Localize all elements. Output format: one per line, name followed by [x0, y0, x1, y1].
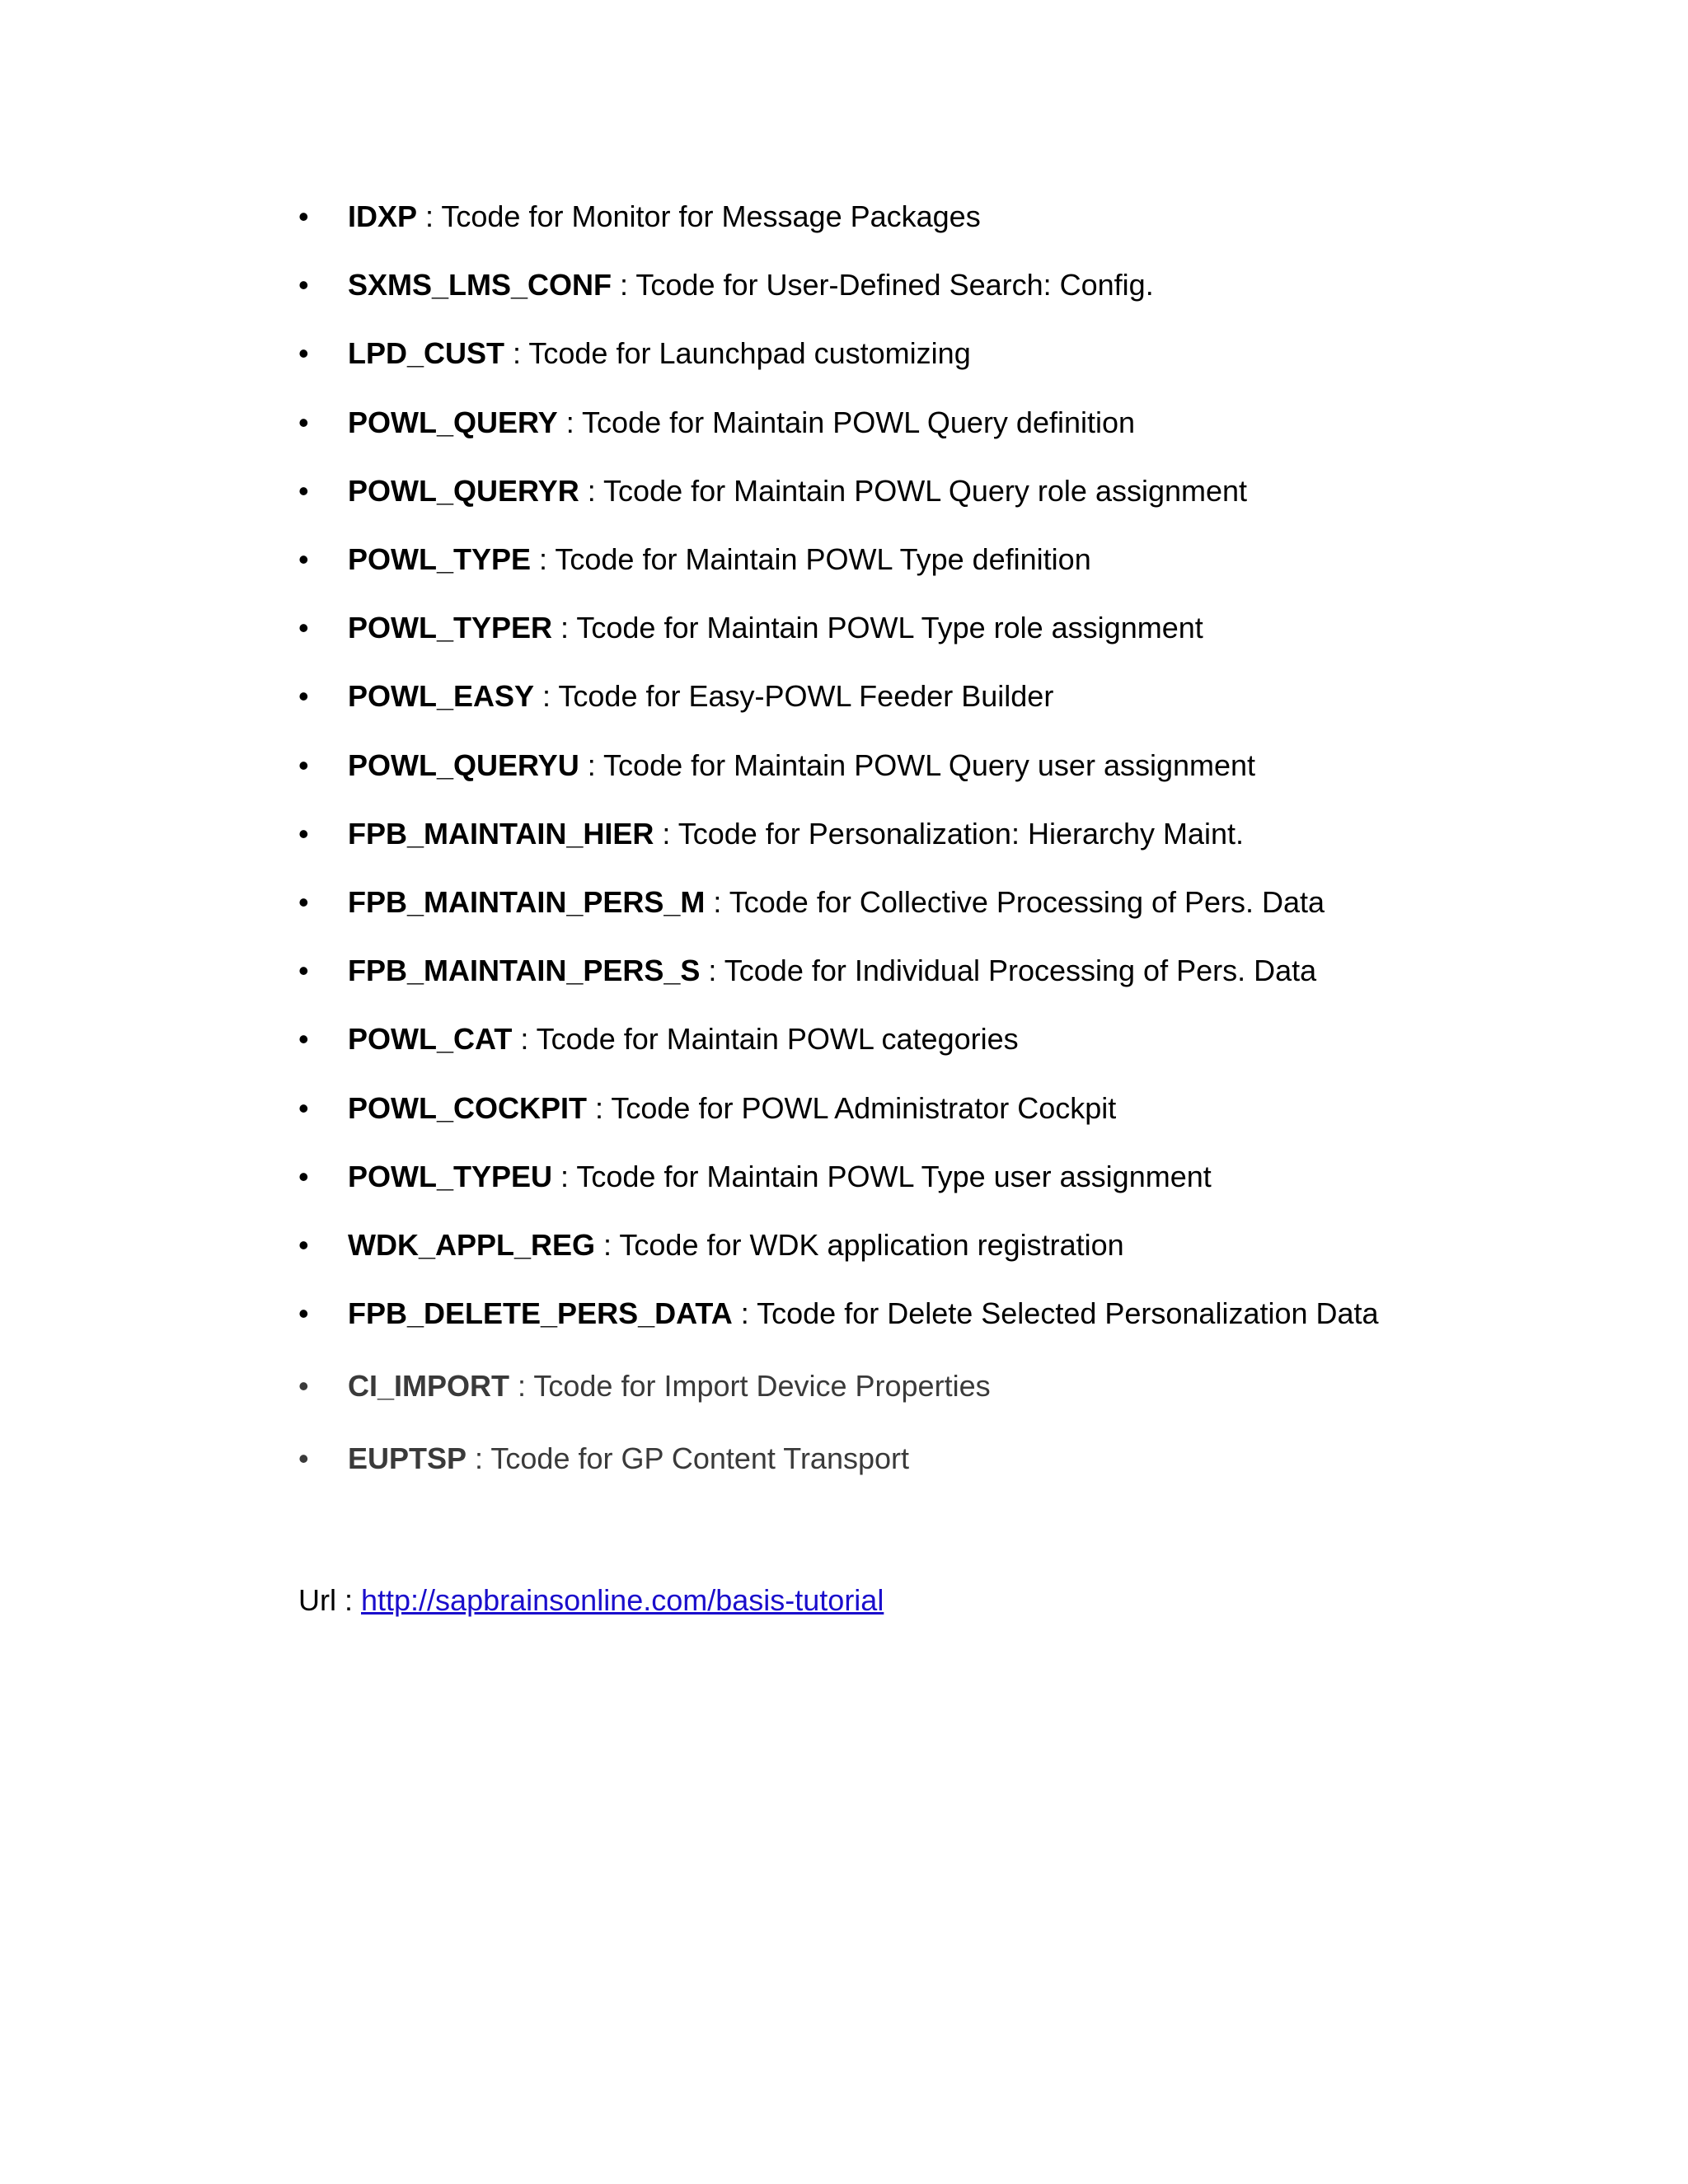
tcode-name: FPB_DELETE_PERS_DATA	[348, 1296, 733, 1330]
tcode-description: : Tcode for Launchpad customizing	[504, 336, 971, 370]
list-item-text	[348, 1438, 909, 1479]
bullet-icon: •	[298, 474, 309, 508]
tcode-name: POWL_COCKPIT	[348, 1091, 588, 1125]
list-item	[0, 265, 1688, 306]
bullet-icon: •	[298, 336, 309, 370]
tcode-name: LPD_CUST	[348, 336, 505, 370]
list-item-text	[348, 333, 971, 374]
tcode-name: IDXP	[348, 199, 418, 233]
list-item-text	[348, 1225, 1124, 1266]
list-item	[0, 1088, 1688, 1129]
list-item-text	[348, 676, 1053, 717]
tcode-description: : Tcode for Easy-POWL Feeder Builder	[534, 679, 1054, 713]
list-item	[0, 1019, 1688, 1060]
list-item-text	[348, 1088, 1116, 1129]
tcode-description: : Tcode for Personalization: Hierarchy Maint.	[654, 817, 1245, 851]
list-item	[0, 402, 1688, 443]
bullet-icon: •	[298, 1228, 309, 1262]
tcode-name: FPB_MAINTAIN_PERS_M	[348, 885, 706, 919]
tcode-description: : Tcode for POWL Administrator Cockpit	[587, 1091, 1117, 1125]
tcode-description: : Tcode for User-Defined Search: Config.	[612, 268, 1154, 302]
list-item-text	[348, 196, 981, 237]
list-item-text	[348, 1019, 1019, 1060]
tcode-description: : Tcode for Maintain POWL categories	[512, 1022, 1019, 1056]
tcode-description: : Tcode for Maintain POWL Query role assignment	[579, 474, 1248, 508]
bullet-icon: •	[298, 405, 309, 439]
list-item-text	[348, 1366, 991, 1407]
list-item	[0, 1438, 1688, 1479]
list-item	[0, 1366, 1688, 1407]
tcode-description: : Tcode for WDK application registration	[595, 1228, 1124, 1262]
tcode-name: FPB_MAINTAIN_HIER	[348, 817, 654, 851]
tcode-name: POWL_TYPE	[348, 542, 532, 576]
url-label: Url :	[298, 1583, 361, 1617]
list-item	[0, 333, 1688, 374]
tcode-name: POWL_CAT	[348, 1022, 513, 1056]
tcode-name: EUPTSP	[348, 1441, 467, 1475]
tcode-name: FPB_MAINTAIN_PERS_S	[348, 954, 701, 987]
bullet-icon: •	[298, 1369, 309, 1403]
bullet-icon: •	[298, 1160, 309, 1193]
bullet-icon: •	[298, 748, 309, 782]
bullet-icon: •	[298, 1441, 309, 1475]
bullet-icon: •	[298, 268, 309, 302]
list-item	[0, 813, 1688, 855]
tcode-name: POWL_QUERYU	[348, 748, 579, 782]
bullet-icon: •	[298, 199, 309, 233]
list-item-text	[348, 813, 1244, 855]
bullet-icon: •	[298, 885, 309, 919]
tcode-name: POWL_TYPEU	[348, 1160, 553, 1193]
tcode-description: : Tcode for Maintain POWL Type definition	[531, 542, 1091, 576]
url-link[interactable]: http://sapbrainsonline.com/basis-tutorial	[361, 1583, 884, 1617]
bullet-icon: •	[298, 679, 309, 713]
list-item	[0, 950, 1688, 991]
tcode-name: POWL_TYPER	[348, 611, 553, 644]
list-item-text	[348, 745, 1255, 786]
tcode-name: WDK_APPL_REG	[348, 1228, 596, 1262]
tcode-description: : Tcode for Maintain POWL Query definition	[557, 405, 1136, 439]
list-item-text	[348, 1156, 1212, 1197]
bullet-icon: •	[298, 954, 309, 987]
list-item-text	[348, 1293, 1379, 1334]
tcode-name: POWL_EASY	[348, 679, 535, 713]
bullet-icon: •	[298, 611, 309, 644]
bullet-icon: •	[298, 1091, 309, 1125]
tcode-description: : Tcode for Maintain POWL Type user assignment	[552, 1160, 1212, 1193]
url-line	[298, 1580, 884, 1621]
list-item	[0, 196, 1688, 237]
list-item	[0, 1293, 1688, 1334]
tcode-description: : Tcode for Monitor for Message Packages	[417, 199, 981, 233]
list-item-text	[348, 402, 1135, 443]
tcode-description: : Tcode for Maintain POWL Query user assignment	[579, 748, 1256, 782]
bullet-icon: •	[298, 1296, 309, 1330]
list-item	[0, 539, 1688, 580]
list-item-text	[348, 607, 1203, 649]
list-item	[0, 745, 1688, 786]
tcode-description: : Tcode for Collective Processing of Pers. Data	[705, 885, 1325, 919]
tcode-description: : Tcode for Delete Selected Personalization Data	[732, 1296, 1379, 1330]
tcode-name: CI_IMPORT	[348, 1369, 510, 1403]
list-item-text	[348, 539, 1091, 580]
tcode-name: SXMS_LMS_CONF	[348, 268, 612, 302]
bullet-icon: •	[298, 817, 309, 851]
tcode-description: : Tcode for Maintain POWL Type role assignment	[552, 611, 1203, 644]
list-item-text	[348, 471, 1247, 512]
list-item	[0, 1156, 1688, 1197]
tcode-description: : Tcode for Import Device Properties	[509, 1369, 991, 1403]
tcode-description: : Tcode for GP Content Transport	[467, 1441, 910, 1475]
tcode-name: POWL_QUERY	[348, 405, 558, 439]
list-item-text	[348, 882, 1325, 923]
list-item	[0, 882, 1688, 923]
list-item	[0, 607, 1688, 649]
list-item-text	[348, 265, 1154, 306]
list-item	[0, 676, 1688, 717]
list-item-text	[348, 950, 1316, 991]
bullet-icon: •	[298, 1022, 309, 1056]
bullet-icon: •	[298, 542, 309, 576]
tcode-name: POWL_QUERYR	[348, 474, 579, 508]
list-item	[0, 1225, 1688, 1266]
list-item	[0, 471, 1688, 512]
tcode-description: : Tcode for Individual Processing of Pers. Data	[700, 954, 1317, 987]
